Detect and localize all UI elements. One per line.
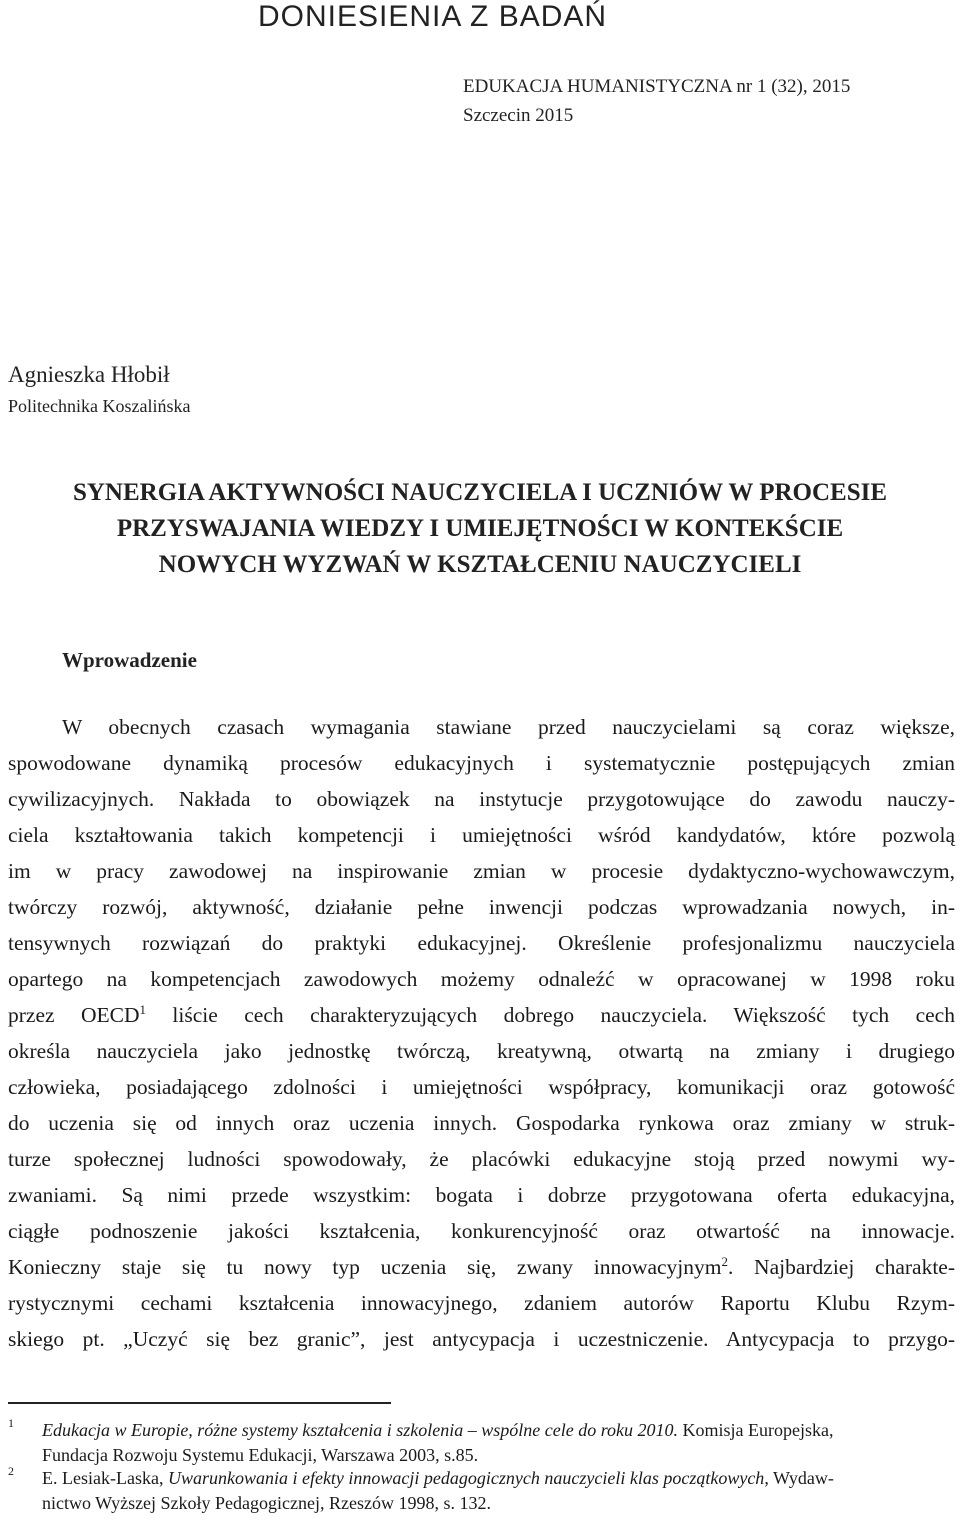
body-line: opartego na kompetencjach zawodowych możemy odnaleźć w opracowanej w 1998 roku — [8, 967, 955, 991]
body-line: turze społecznej ludności spowodowały, że placówki edukacyjne stoją przed nowymi wy- — [8, 1147, 955, 1171]
footnote-ref[interactable]: 2 — [721, 1254, 728, 1269]
body-line: W obecnych czasach wymagania stawiane przed nauczycielami są coraz większe, — [62, 715, 955, 739]
body-line — [8, 1001, 955, 1030]
footnote-text: E. Lesiak-Laska, — [42, 1468, 168, 1488]
body-line: twórczy rozwój, aktywność, działanie pełne inwencji podczas wprowadzania nowych, in- — [8, 895, 955, 919]
title-line: SYNERGIA AKTYWNOŚCI NAUCZYCIELA I UCZNIÓW W PROCESIE — [72, 479, 888, 506]
body-line: skiego pt. „Uczyć się bez granic”, jest antycypacja i uczestniczenie. Antycypacja to przygo- — [8, 1327, 955, 1351]
body-line: ciela kształtowania takich kompetencji i umiejętności wśród kandydatów, które pozwolą — [8, 823, 955, 847]
footnote-number: 1 — [8, 1416, 14, 1430]
body-line: określa nauczyciela jako jednostkę twórczą, kreatywną, otwartą na zmiany i drugiego — [8, 1039, 955, 1063]
body-text-span: . Najbardziej charakte- — [727, 1255, 955, 1279]
section-label: DONIESIENIA Z BADAŃ — [258, 0, 608, 33]
footnote-line: Fundacja Rozwoju Systemu Edukacji, Warszawa 2003, s.85. — [42, 1445, 479, 1465]
body-text-span: liście cech charakteryzujących dobrego nauczyciela. Większość tych cech — [145, 1003, 955, 1027]
footnote-line: nictwo Wyższej Szkoły Pedagogicznej, Rzeszów 1998, s. 132. — [42, 1493, 491, 1513]
footnote-text: , Wydaw- — [764, 1468, 834, 1488]
author-affiliation: Politechnika Koszalińska — [8, 396, 191, 416]
body-line: tensywnych rozwiązań do praktyki edukacyjnej. Określenie profesjonalizmu nauczyciela — [8, 931, 955, 955]
journal-place: Szczecin 2015 — [463, 105, 574, 126]
footnote-title: Uwarunkowania i efekty innowacji pedagogicznych nauczycieli klas początkowych — [167, 1468, 765, 1488]
footnote-line — [42, 1418, 960, 1443]
body-line: spowodowane dynamiką procesów edukacyjnych i systematycznie postępujących zmian — [8, 751, 955, 775]
body-text-span: przez OECD — [8, 1003, 140, 1027]
section-heading: Wprowadzenie — [62, 648, 197, 672]
body-text-span: Konieczny staje się tu nowy typ uczenia się, zwany innowacyjnym — [8, 1255, 722, 1279]
body-line: człowieka, posiadającego zdolności i umiejętności współpracy, komunikacji oraz gotowość — [8, 1075, 955, 1099]
footnote-ref[interactable]: 1 — [139, 1002, 146, 1017]
body-line: do uczenia się od innych oraz uczenia innych. Gospodarka rynkowa oraz zmiany w struk- — [8, 1111, 955, 1135]
body-line: im w pracy zawodowej na inspirowanie zmian w procesie dydaktyczno-wychowawczym, — [8, 859, 955, 883]
footnote-text: Komisja Europejska, — [678, 1420, 834, 1440]
title-line: PRZYSWAJANIA WIEDZY I UMIEJĘTNOŚCI W KONTEKŚCIE — [116, 515, 844, 542]
body-line: ciągłe podnoszenie jakości kształcenia, konkurencyjność oraz otwartość na innowacje. — [8, 1219, 955, 1243]
article-title — [0, 475, 960, 583]
body-line: cywilizacyjnych. Nakłada to obowiązek na instytucje przygotowujące do zawodu nauczy- — [8, 787, 955, 811]
body-line: rystycznymi cechami kształcenia innowacyjnego, zdaniem autorów Raportu Klubu Rzym- — [8, 1291, 955, 1315]
footnote-line — [42, 1466, 960, 1491]
body-line — [8, 1253, 955, 1282]
journal-issue: EDUKACJA HUMANISTYCZNA nr 1 (32), 2015 — [463, 76, 851, 97]
title-line: NOWYCH WYZWAŃ W KSZTAŁCENIU NAUCZYCIELI — [158, 551, 802, 578]
author-name: Agnieszka Hłobił — [8, 362, 170, 387]
footnote-number: 2 — [8, 1464, 14, 1478]
footnote-title: Edukacja w Europie, różne systemy kształcenia i szkolenia – wspólne cele do roku 2010. — [42, 1420, 679, 1440]
body-line: zwaniami. Są nimi przede wszystkim: bogata i dobrze przygotowana oferta edukacyjna, — [8, 1183, 955, 1207]
journal-info — [463, 72, 850, 130]
footnote-separator — [8, 1402, 391, 1404]
